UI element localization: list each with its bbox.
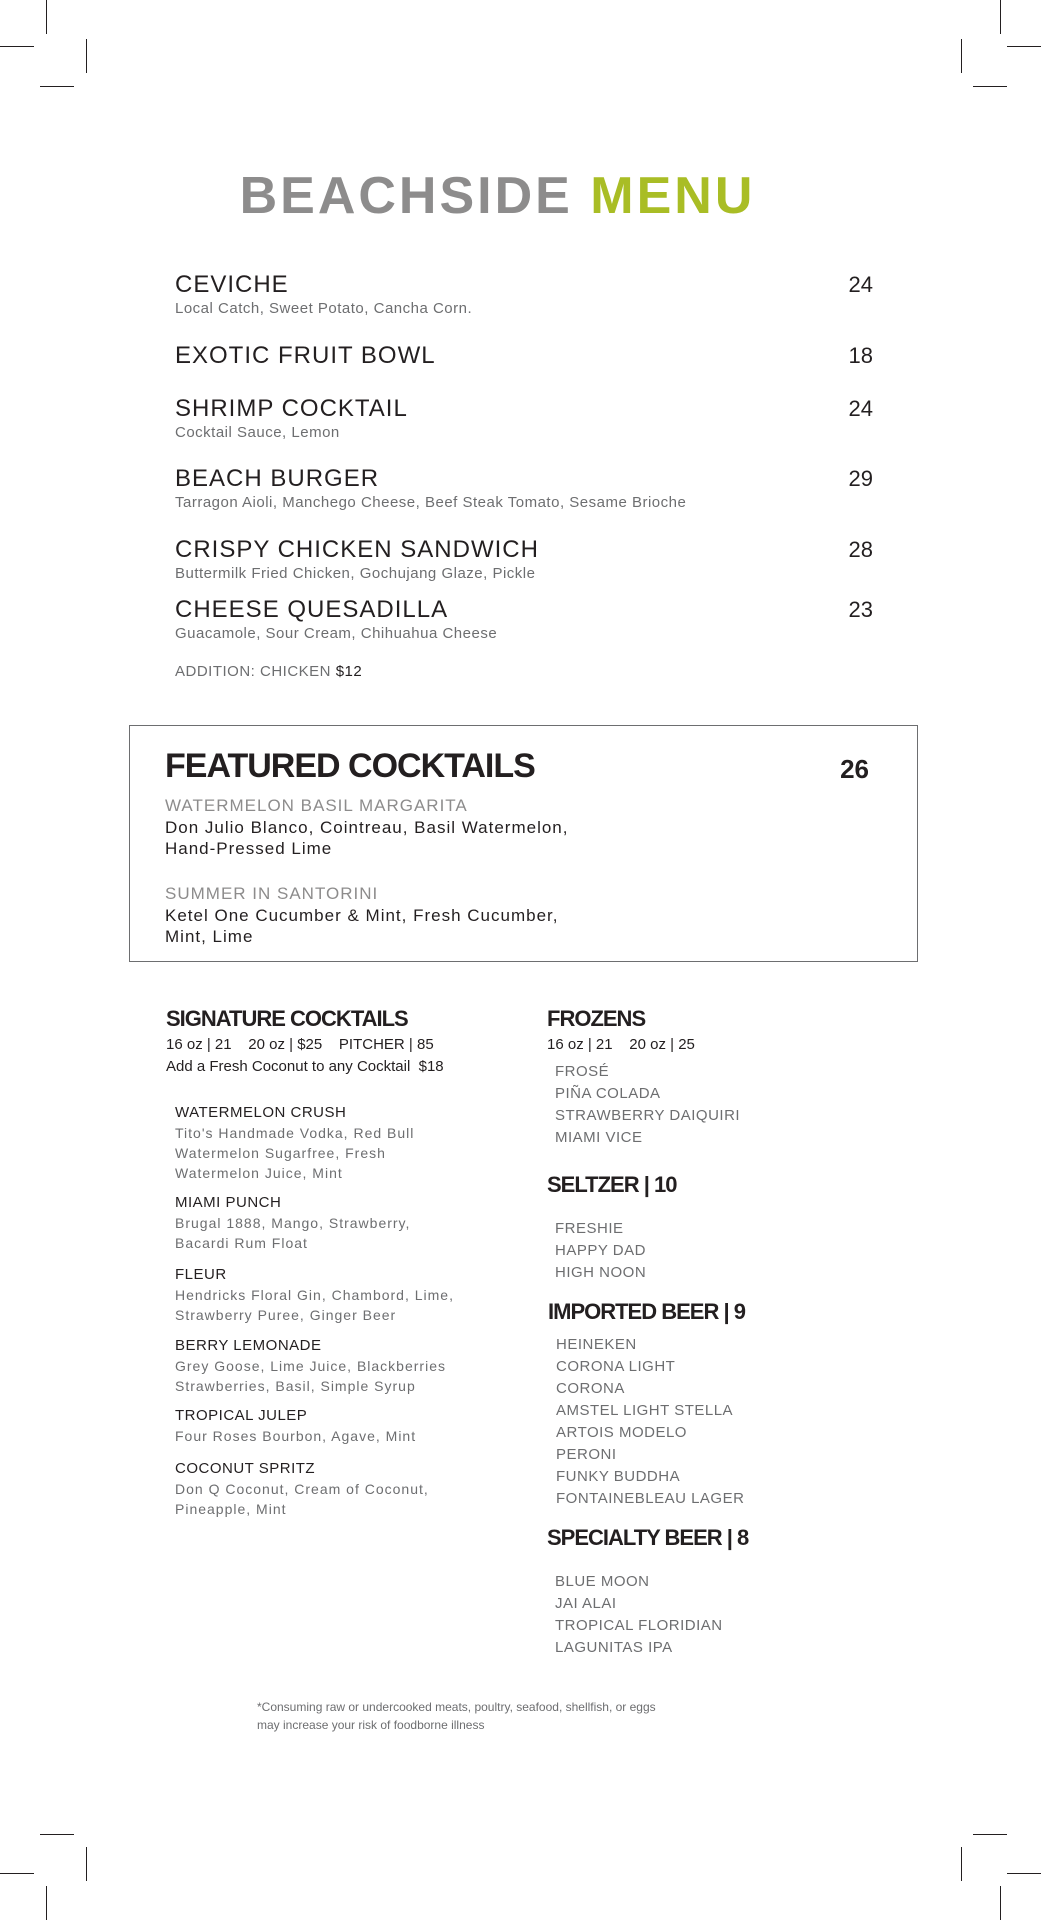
crop-mark — [40, 1834, 74, 1835]
signature-cocktail-description: Strawberries, Basil, Simple Syrup — [175, 1378, 416, 1394]
crop-mark — [86, 1847, 87, 1881]
specialty-beer-list — [555, 1571, 723, 1659]
signature-cocktail-description: Strawberry Puree, Ginger Beer — [175, 1307, 397, 1323]
food-item-price: 28 — [848, 537, 873, 562]
title-word-beachside: BEACHSIDE — [239, 167, 573, 225]
signature-cocktail-description: Don Q Coconut, Cream of Coconut, — [175, 1481, 429, 1497]
food-item — [175, 342, 873, 370]
signature-cocktail-description: Grey Goose, Lime Juice, Blackberries — [175, 1358, 446, 1374]
list-item: MIAMI VICE — [555, 1129, 643, 1146]
addition-note — [175, 663, 362, 680]
coconut-addon: Add a Fresh Coconut to any Cocktail $18 — [166, 1058, 444, 1075]
food-item-description: Guacamole, Sour Cream, Chihuahua Cheese — [175, 625, 498, 642]
featured-cocktail-description: Ketel One Cucumber & Mint, Fresh Cucumber, — [165, 906, 559, 925]
food-item-description: Cocktail Sauce, Lemon — [175, 424, 340, 441]
crop-mark — [40, 86, 74, 87]
food-item-name: CEVICHE — [175, 271, 289, 298]
list-item: AMSTEL LIGHT STELLA — [556, 1402, 734, 1419]
frozens-sizes: 16 oz | 21 20 oz | 25 — [547, 1036, 695, 1053]
page-title — [0, 167, 995, 225]
list-item: LAGUNITAS IPA — [555, 1639, 673, 1656]
seltzer-list — [555, 1218, 646, 1284]
signature-cocktail-description: Hendricks Floral Gin, Chambord, Lime, — [175, 1287, 454, 1303]
signature-cocktail — [175, 1406, 515, 1446]
frozens-list — [555, 1061, 740, 1149]
addition-price: $12 — [335, 663, 363, 680]
food-item-name: EXOTIC FRUIT BOWL — [175, 342, 436, 369]
imported-beer-list — [556, 1334, 744, 1510]
list-item: STRAWBERRY DAIQUIRI — [555, 1107, 741, 1124]
food-item — [175, 271, 873, 319]
list-item: JAI ALAI — [555, 1595, 617, 1612]
signature-cocktail-description: Tito's Handmade Vodka, Red Bull — [175, 1125, 415, 1141]
crop-mark — [961, 39, 962, 73]
list-item: PIÑA COLADA — [555, 1085, 661, 1102]
frozens-section — [547, 1006, 847, 1146]
list-item: HIGH NOON — [555, 1264, 647, 1281]
food-item-name: SHRIMP COCKTAIL — [175, 395, 408, 422]
food-item-name: BEACH BURGER — [175, 465, 380, 492]
crop-mark — [1007, 46, 1041, 47]
signature-cocktail-name: BERRY LEMONADE — [175, 1337, 322, 1354]
featured-cocktail — [165, 795, 725, 859]
disclaimer-line: may increase your risk of foodborne illness — [257, 1718, 485, 1732]
food-item-name: CHEESE QUESADILLA — [175, 596, 449, 623]
featured-cocktails-box — [129, 725, 918, 962]
food-item — [175, 536, 873, 584]
signature-cocktail-description: Bacardi Rum Float — [175, 1235, 308, 1251]
list-item: FONTAINEBLEAU LAGER — [556, 1490, 745, 1507]
signature-sizes: 16 oz | 21 20 oz | $25 PITCHER | 85 — [166, 1036, 434, 1053]
crop-mark — [46, 1886, 47, 1920]
signature-cocktail — [175, 1193, 515, 1253]
list-item: FUNKY BUDDHA — [556, 1468, 681, 1485]
crop-mark — [0, 1873, 34, 1874]
crop-mark — [961, 1847, 962, 1881]
list-item: FROSÉ — [555, 1063, 610, 1080]
food-item-price: 29 — [848, 466, 873, 491]
signature-cocktail-description: Watermelon Sugarfree, Fresh — [175, 1145, 386, 1161]
list-item: PERONI — [556, 1446, 617, 1463]
crop-mark — [1000, 0, 1001, 34]
food-item-name: CRISPY CHICKEN SANDWICH — [175, 536, 539, 563]
list-item: HAPPY DAD — [555, 1242, 646, 1259]
signature-cocktail-description: Brugal 1888, Mango, Strawberry, — [175, 1215, 411, 1231]
signature-cocktail-description: Four Roses Bourbon, Agave, Mint — [175, 1428, 417, 1444]
signature-cocktail-name: WATERMELON CRUSH — [175, 1104, 347, 1121]
list-item: FRESHIE — [555, 1220, 624, 1237]
food-item-description: Local Catch, Sweet Potato, Cancha Corn. — [175, 300, 473, 317]
signature-cocktails-title: SIGNATURE COCKTAILS — [166, 1006, 408, 1031]
seltzer-title: SELTZER | 10 — [547, 1172, 677, 1197]
list-item: CORONA — [556, 1380, 625, 1397]
food-item-description: Buttermilk Fried Chicken, Gochujang Glaze, Pickle — [175, 565, 536, 582]
crop-mark — [0, 46, 34, 47]
food-item-price: 24 — [848, 396, 873, 421]
food-item-price: 23 — [848, 597, 873, 622]
food-item-price: 18 — [848, 343, 873, 368]
signature-cocktail — [175, 1336, 515, 1396]
addition-label: ADDITION: CHICKEN — [175, 663, 332, 680]
signature-cocktail — [175, 1459, 515, 1519]
signature-cocktail-name: TROPICAL JULEP — [175, 1407, 308, 1424]
food-item-description: Tarragon Aioli, Manchego Cheese, Beef Steak Tomato, Sesame Brioche — [175, 494, 687, 511]
seltzer-section — [547, 1172, 847, 1281]
signature-cocktail — [175, 1265, 515, 1325]
food-item — [175, 395, 873, 443]
featured-cocktail — [165, 883, 725, 947]
signature-cocktail — [175, 1103, 515, 1183]
featured-cocktail-description: Don Julio Blanco, Cointreau, Basil Watermelon, — [165, 818, 569, 837]
signature-cocktails-section — [166, 1006, 516, 1517]
food-item-price: 24 — [848, 272, 873, 297]
crop-mark — [46, 0, 47, 34]
crop-mark — [1000, 1886, 1001, 1920]
signature-cocktail-description: Watermelon Juice, Mint — [175, 1165, 343, 1181]
title-word-menu: MENU — [590, 167, 756, 225]
food-item — [175, 465, 873, 513]
signature-cocktail-description: Pineapple, Mint — [175, 1501, 287, 1517]
disclaimer-line: *Consuming raw or undercooked meats, poultry, seafood, shellfish, or eggs — [257, 1700, 656, 1714]
imported-beer-title: IMPORTED BEER | 9 — [548, 1299, 745, 1324]
featured-cocktail-description: Mint, Lime — [165, 927, 254, 946]
food-item — [175, 596, 873, 644]
crop-mark — [973, 1834, 1007, 1835]
list-item: CORONA LIGHT — [556, 1358, 676, 1375]
signature-cocktail-name: COCONUT SPRITZ — [175, 1460, 316, 1477]
imported-beer-section — [548, 1299, 848, 1507]
list-item: HEINEKEN — [556, 1336, 637, 1353]
signature-cocktail-name: MIAMI PUNCH — [175, 1194, 282, 1211]
frozens-title: FROZENS — [547, 1006, 646, 1031]
crop-mark — [86, 39, 87, 73]
crop-mark — [973, 86, 1007, 87]
list-item: TROPICAL FLORIDIAN — [555, 1617, 723, 1634]
list-item: BLUE MOON — [555, 1573, 650, 1590]
list-item: ARTOIS MODELO — [556, 1424, 687, 1441]
featured-cocktails-price: 26 — [840, 754, 869, 784]
featured-cocktail-name: SUMMER IN SANTORINI — [165, 884, 379, 903]
featured-cocktail-description: Hand-Pressed Lime — [165, 839, 333, 858]
featured-cocktails-title: FEATURED COCKTAILS — [165, 747, 535, 785]
specialty-beer-section — [547, 1525, 847, 1656]
crop-mark — [1007, 1873, 1041, 1874]
featured-cocktail-name: WATERMELON BASIL MARGARITA — [165, 796, 468, 815]
specialty-beer-title: SPECIALTY BEER | 8 — [547, 1525, 749, 1550]
signature-cocktail-name: FLEUR — [175, 1266, 227, 1283]
foodborne-illness-disclaimer — [257, 1698, 717, 1734]
